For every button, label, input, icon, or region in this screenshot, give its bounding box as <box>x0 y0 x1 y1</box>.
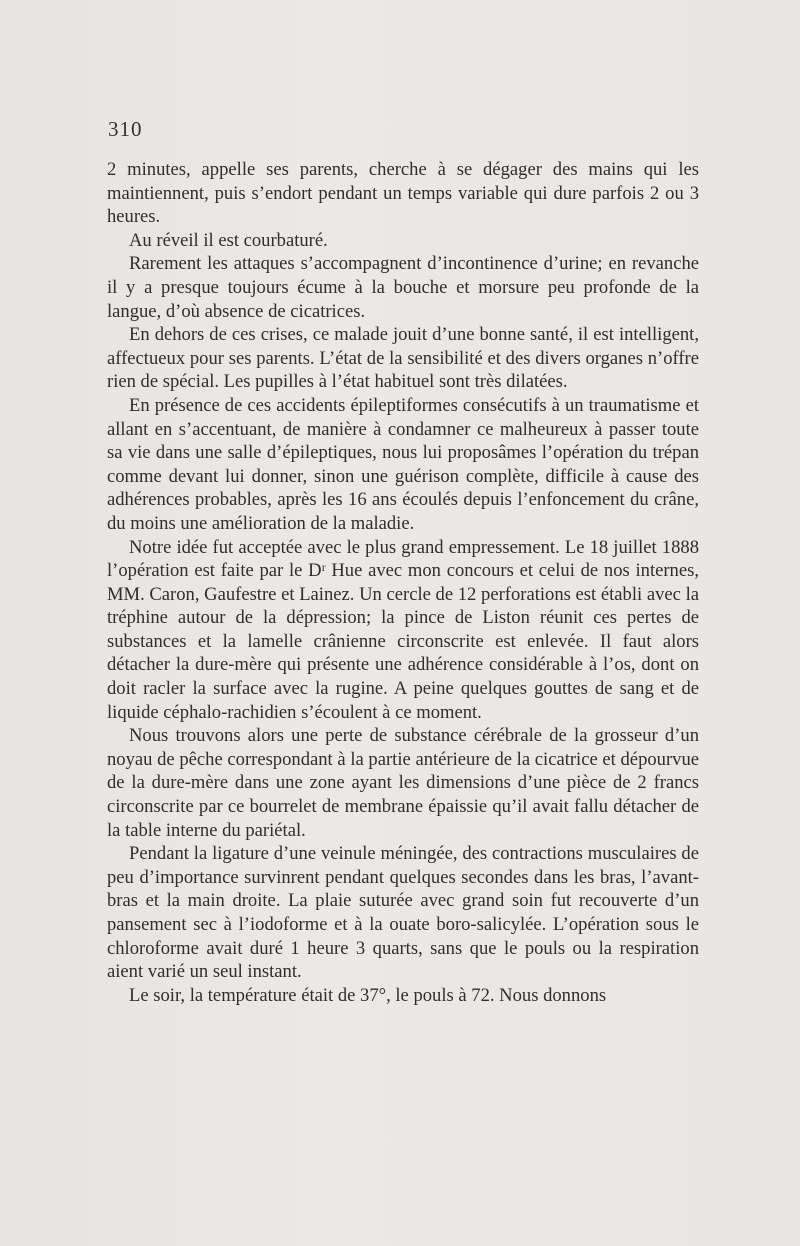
paragraph: Notre idée fut acceptée avec le plus grand empressement. Le 18 juillet 1888 l’opération est faite par le Dʳ Hue avec mon concours et celui de nos internes, MM. Caron, Gaufestre et Lainez. Un cercle de 12 perforations est établi avec la tréphine autour de la dépression; la pince de Liston réunit ces pertes de substances et la lamelle crânienne circonscrite est enlevée. Il faut alors détacher la dure-mère qui présente une adhérence considérable à l’os, dont on doit racler la surface avec la rugine. A peine quelques gouttes de sang et de liquide céphalo-rachidien s’écoulent à ce moment. <box>107 536 699 723</box>
paragraph: Au réveil il est courbaturé. <box>129 229 328 251</box>
paragraph: Nous trouvons alors une perte de substance cérébrale de la grosseur d’un noyau de pêche correspondant à la partie antérieure de la cicatrice et dépourvue de la dure-mère dans une zone ayant les dimensions d’une pièce de 2 francs circonscrite par ce bourrelet de membrane épaissie qu’il avait fallu détacher de la table interne du pariétal. <box>107 725 699 841</box>
paragraph: En dehors de ces crises, ce malade jouit d’une bonne santé, il est intelligent, affectueux pour ses parents. L’état de la sensibilité et des divers organes n’offre rien de spécial. Les pupilles à l’état habituel sont très dilatées. <box>107 324 699 393</box>
paragraph: Rarement les attaques s’accompagnent d’incontinence d’urine; en revanche il y a presque toujours écume à la bouche et morsure peu profonde de la langue, d’où absence de cicatrices. <box>107 253 699 322</box>
paragraph: Pendant la ligature d’une veinule méningée, des contractions musculaires de peu d’importance survinrent pendant quelques secondes dans les bras, l’avant-bras et la main droite. La plaie suturée avec grand soin fut recouverte d’un pansement sec à l’iodoforme et à la ouate boro-salicylée. L’opération sous le chloroforme avait duré 1 heure 3 quarts, sans que le pouls ou la respiration aient varié un seul instant. <box>107 843 699 983</box>
paragraph: Le soir, la température était de 37°, le pouls à 72. Nous donnons <box>129 984 607 1006</box>
page-number: 310 <box>108 117 143 141</box>
paragraph: 2 minutes, appelle ses parents, cherche à se dégager des mains qui les maintiennent, puis s’endort pendant un temps variable qui dure parfois 2 ou 3 heures. <box>107 159 699 228</box>
paragraph: En présence de ces accidents épileptiformes consécutifs à un traumatisme et allant en s’accentuant, de manière à condamner ce malheureux à passer toute sa vie dans une salle d’épileptiques, nous lui proposâmes l’opération du trépan comme devant lui donner, sinon une guérison complète, difficile à cause des adhérences probables, après les 16 ans écoulés depuis l’enfoncement du crâne, du moins une amélioration de la maladie. <box>107 394 699 534</box>
body-text <box>107 158 699 1007</box>
